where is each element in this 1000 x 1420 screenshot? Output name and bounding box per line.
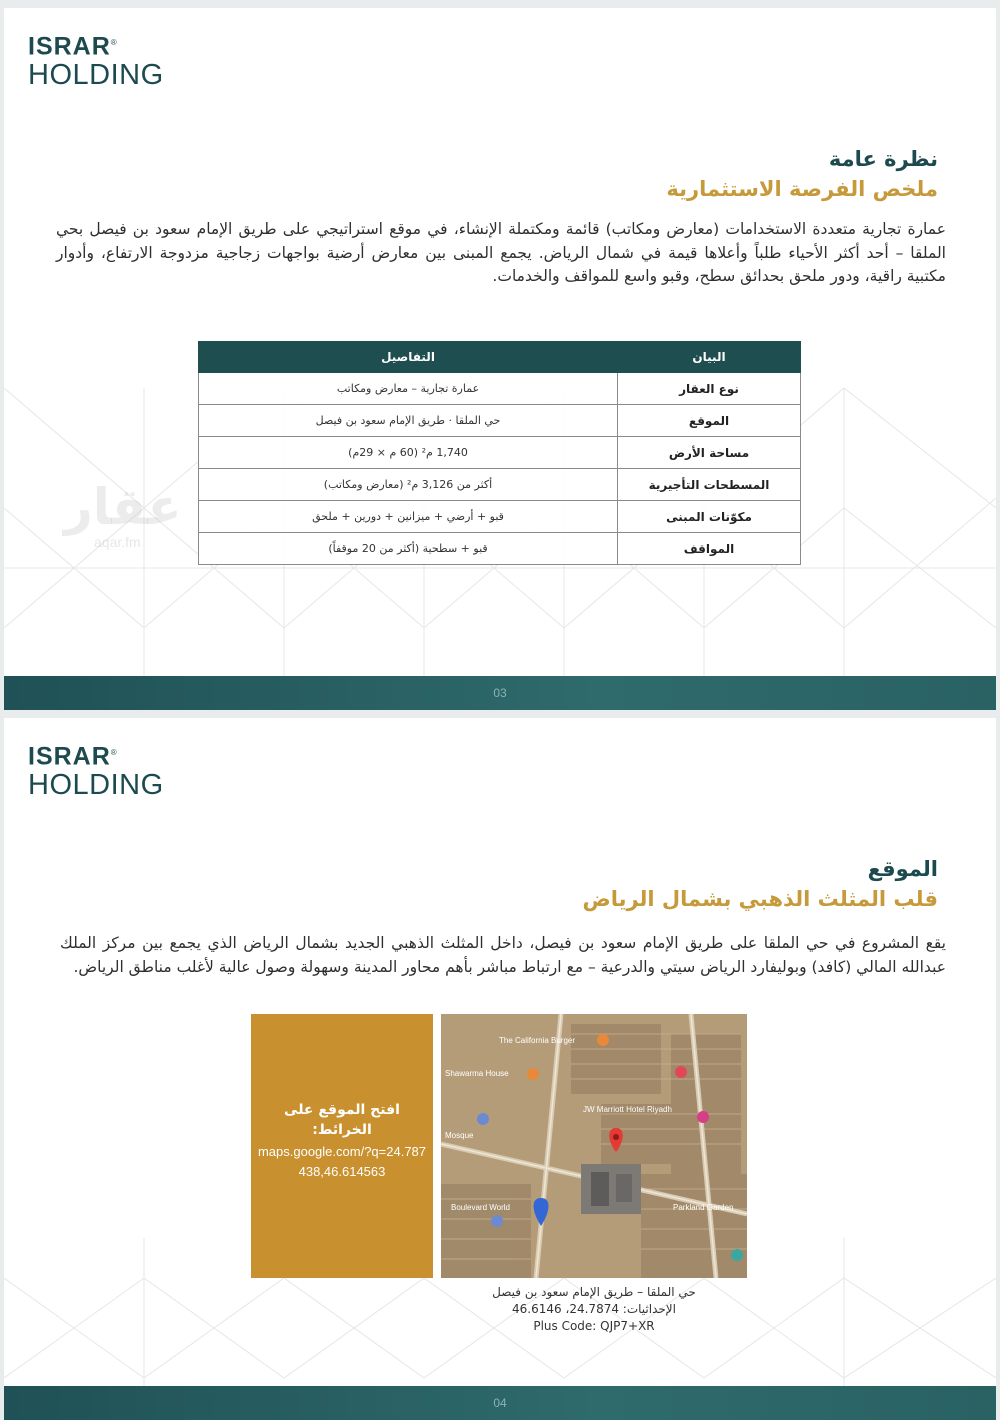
watermark-subtext: aqar.fm bbox=[94, 534, 141, 550]
table-row bbox=[199, 501, 801, 533]
table-row bbox=[199, 405, 801, 437]
map-link-url[interactable]: maps.google.com/?q=24.787438,46.614563 bbox=[257, 1144, 427, 1179]
logo-subtitle: HOLDING bbox=[28, 769, 164, 802]
map-label-boulevard: Boulevard World bbox=[451, 1203, 510, 1212]
table-row bbox=[199, 469, 801, 501]
map-label-mosque: Mosque bbox=[445, 1131, 474, 1140]
page-subtitle: قلب المثلث الذهبي بشمال الرياض bbox=[582, 887, 938, 911]
row-value: عمارة تجارية – معارض ومكاتب bbox=[199, 373, 618, 405]
page-footer bbox=[4, 1386, 996, 1420]
row-label: الموقع bbox=[618, 405, 801, 437]
page-number: 04 bbox=[493, 1396, 507, 1410]
section-heading bbox=[666, 144, 938, 204]
company-logo bbox=[28, 740, 164, 801]
page-title: الموقع bbox=[867, 857, 938, 881]
row-label: مساحة الأرض bbox=[618, 437, 801, 469]
row-label: المواقف bbox=[618, 533, 801, 565]
logo-registered-mark: ® bbox=[110, 748, 118, 757]
map-label-marriott: JW Marriott Hotel Riyadh bbox=[583, 1105, 672, 1114]
page-subtitle: ملخص الفرصة الاستثمارية bbox=[666, 177, 938, 201]
logo-registered-mark: ® bbox=[110, 38, 118, 47]
table-row bbox=[199, 533, 801, 565]
page-number: 03 bbox=[493, 686, 507, 700]
row-label: نوع العقار bbox=[618, 373, 801, 405]
page-footer bbox=[4, 676, 996, 710]
row-value: أكثر من 3,126 م² (معارض ومكاتب) bbox=[199, 469, 618, 501]
satellite-map[interactable] bbox=[441, 1014, 747, 1278]
company-logo bbox=[28, 30, 164, 91]
row-value: قبو + أرضي + ميزانين + دورين + ملحق bbox=[199, 501, 618, 533]
page-overview bbox=[4, 8, 996, 710]
overview-paragraph: عمارة تجارية متعددة الاستخدامات (معارض ومكاتب) قائمة ومكتملة الإنشاء، في موقع استراتيجي على طريق الإمام سعود بن فيصل بحي الملقا – أحد أكثر الأحياء طلباً وأعلاها قيمة في شمال الرياض. يجمع المبنى بين معارض أرضية بواجهات زجاجية مزدوجة الارتفاع، وأدوار مكتبية راقية، ودور ملحق بحدائق سطح، وقبو واسع للمواقف والخدمات. bbox=[56, 220, 946, 285]
page-location bbox=[4, 718, 996, 1420]
map-label-shawarma: Shawarma House bbox=[445, 1069, 509, 1078]
row-value: حي الملقا · طريق الإمام سعود بن فيصل bbox=[199, 405, 618, 437]
header-label: البيان bbox=[618, 342, 801, 373]
header-value: التفاصيل bbox=[199, 342, 618, 373]
watermark-text: عقار bbox=[64, 478, 182, 536]
caption-plus-code: Plus Code: QJP7+XR bbox=[533, 1319, 655, 1333]
row-label: مكوّنات المبنى bbox=[618, 501, 801, 533]
section-heading bbox=[582, 854, 938, 914]
map-link-title: افتح الموقع على الخرائط: bbox=[284, 1102, 400, 1138]
logo-brand: ISRAR bbox=[28, 32, 111, 61]
row-value: قبو + سطحية (أكثر من 20 موقفاً) bbox=[199, 533, 618, 565]
map-label-california: The California Burger bbox=[499, 1036, 576, 1045]
location-paragraph: يقع المشروع في حي الملقا على طريق الإمام سعود بن فيصل، داخل المثلث الذهبي الجديد بشمال الرياض الذي يجمع بين مركز الملك عبدالله المالي (كافد) وبوليفارد الرياض سيتي والدرعية – مع ارتباط مباشر بأهم محاور المدينة وسهولة وصول عالية لأغلب مناطق الرياض. bbox=[60, 934, 946, 976]
table-row bbox=[199, 437, 801, 469]
logo-brand: ISRAR bbox=[28, 742, 111, 771]
property-details-table bbox=[198, 341, 801, 565]
map-link-box[interactable] bbox=[251, 1014, 433, 1278]
map-label-parkland: Parkland Garden bbox=[673, 1203, 734, 1212]
caption-coordinates: الإحداثيات: 24.7874، 46.6146 bbox=[512, 1302, 676, 1316]
page-title: نظرة عامة bbox=[828, 147, 938, 171]
row-label: المسطحات التأجيرية bbox=[618, 469, 801, 501]
logo-subtitle: HOLDING bbox=[28, 59, 164, 92]
caption-address: حي الملقا – طريق الإمام سعود بن فيصل bbox=[492, 1285, 696, 1299]
table-row bbox=[199, 373, 801, 405]
map-caption bbox=[441, 1284, 747, 1335]
row-value: 1,740 م² (60 م × 29م) bbox=[199, 437, 618, 469]
table-header-row bbox=[199, 342, 801, 373]
